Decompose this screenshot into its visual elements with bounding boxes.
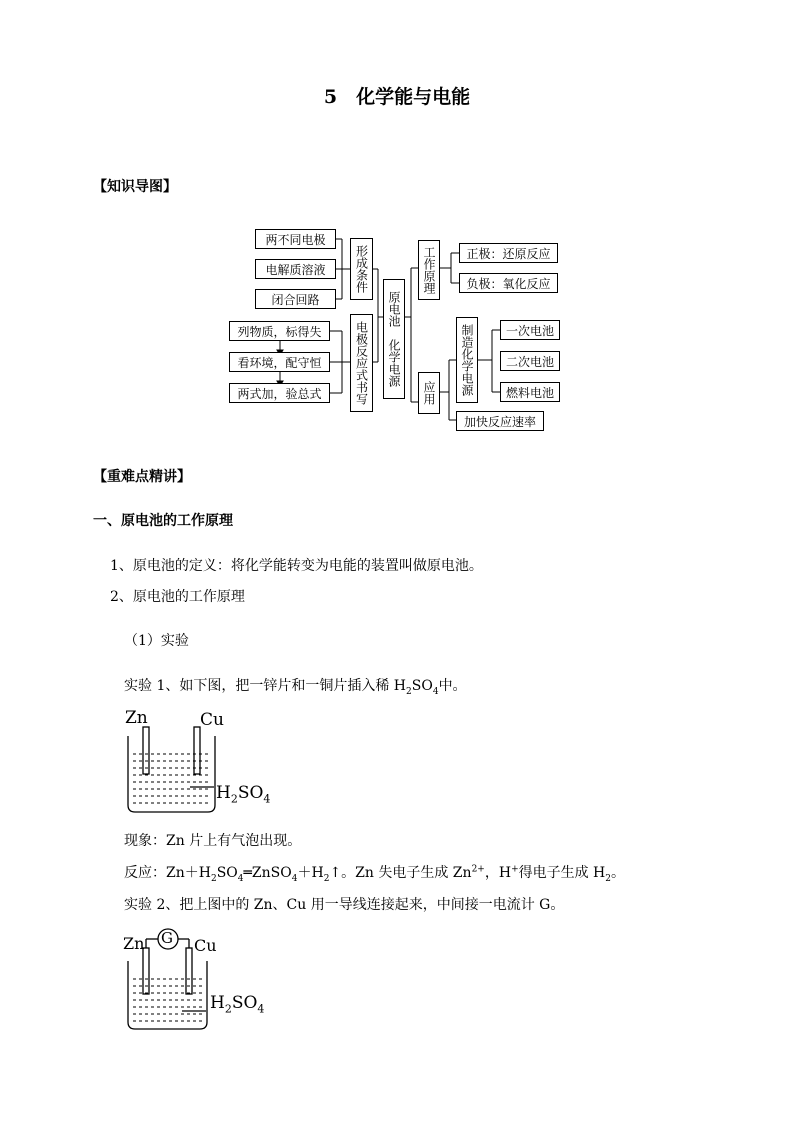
fig1-zn-label: Zn — [125, 708, 148, 728]
paragraph-phenomenon: 现象：Zn 片上有气泡出现。 — [124, 833, 302, 849]
map-box-negative: 负极：氧化反应 — [459, 273, 558, 293]
map-box-closed-circuit: 闭合回路 — [255, 289, 336, 309]
map-formation-text: 形成条件 — [354, 245, 369, 293]
fig1-acid-4: 4 — [263, 792, 271, 806]
rx-sub4: 2 — [323, 873, 330, 884]
paragraph-definition: 1、原电池的定义：将化学能转变为电能的装置叫做原电池。 — [110, 558, 483, 574]
exp1-sub-b: 4 — [432, 686, 439, 697]
map-box-positive: 正极：还原反应 — [459, 243, 558, 263]
rx-sub5: 2 — [605, 873, 612, 884]
page-title: 5 化学能与电能 — [323, 86, 471, 108]
rx-sup1: 2+ — [471, 864, 485, 875]
map-principle-text: 工作原理 — [422, 246, 436, 294]
map-box-make-source — [456, 317, 478, 403]
map-center-text: 原电池 化学电源 — [387, 291, 401, 387]
rx-sub1: 2 — [210, 873, 217, 884]
rx-sub2: 4 — [237, 873, 244, 884]
map-box-formation — [350, 238, 373, 300]
exp1-text-b: SO — [411, 678, 433, 694]
paragraph-reaction — [124, 862, 625, 884]
rx-e: ↑。Zn 失电子生成 Zn — [329, 865, 472, 881]
fig1-acid-h: H — [216, 783, 231, 803]
paragraph-experiment: （1）实验 — [124, 633, 189, 649]
rx-c: ═ZnSO — [243, 865, 292, 881]
section-key-points: 【重难点精讲】 — [93, 469, 191, 485]
map-electrode-equation-text: 电极反应式书写 — [354, 321, 369, 405]
paragraph-principle: 2、原电池的工作原理 — [110, 589, 245, 605]
map-application-text: 应用 — [422, 381, 436, 405]
map-box-speed: 加快反应速率 — [456, 411, 544, 431]
heading-principle: 一、原电池的工作原理 — [93, 513, 233, 529]
map-box-step1: 列物质，标得失 — [229, 321, 330, 341]
map-box-secondary: 二次电池 — [500, 351, 560, 371]
map-box-application — [418, 372, 440, 414]
map-box-fuel: 燃料电池 — [500, 382, 560, 402]
exp1-sub-a: 2 — [406, 686, 412, 697]
rx-h: 。 — [611, 865, 626, 881]
fig2-galvanometer-label: G — [161, 929, 173, 947]
rx-sup2: + — [511, 864, 519, 875]
map-box-step2: 看环境，配守恒 — [229, 352, 330, 372]
paragraph-experiment2: 实验 2、把上图中的 Zn、Cu 用一导线连接起来，中间接一电流计 G。 — [124, 897, 565, 913]
rx-a: 反应：Zn＋H — [124, 865, 211, 881]
fig2-acid-2: 2 — [224, 1002, 232, 1016]
rx-d: ＋H — [297, 865, 324, 881]
map-box-electrode-equation — [350, 314, 373, 412]
fig2-acid-4: 4 — [257, 1002, 265, 1016]
section-knowledge-map: 【知识导图】 — [93, 179, 177, 195]
map-box-electrodes: 两不同电极 — [255, 229, 336, 249]
rx-sub3: 4 — [291, 873, 298, 884]
rx-f: ，H — [484, 865, 512, 881]
fig1-acid-label — [216, 783, 270, 805]
fig2-acid-h: H — [210, 993, 225, 1013]
map-box-primary: 一次电池 — [500, 320, 560, 340]
fig1-acid-2: 2 — [230, 792, 238, 806]
map-box-step3: 两式加，验总式 — [229, 383, 330, 403]
fig2-acid-so: SO — [231, 993, 258, 1013]
exp1-text-c: 中。 — [438, 678, 467, 694]
fig2-cu-label: Cu — [194, 936, 217, 955]
fig2-acid-label — [210, 993, 264, 1015]
fig1-acid-so: SO — [237, 783, 264, 803]
paragraph-experiment1 — [124, 675, 467, 697]
map-box-principle — [418, 240, 440, 300]
fig2-zn-label: Zn — [123, 934, 145, 953]
exp1-text-a: 实验 1、如下图，把一锌片和一铜片插入稀 H — [124, 678, 407, 694]
rx-g: 得电子生成 H — [518, 865, 606, 881]
map-make-source-text: 制造化学电源 — [460, 324, 474, 396]
map-box-electrolyte: 电解质溶液 — [255, 259, 336, 279]
map-box-center — [383, 279, 405, 399]
fig1-cu-label: Cu — [200, 710, 224, 730]
rx-b: SO — [216, 865, 238, 881]
